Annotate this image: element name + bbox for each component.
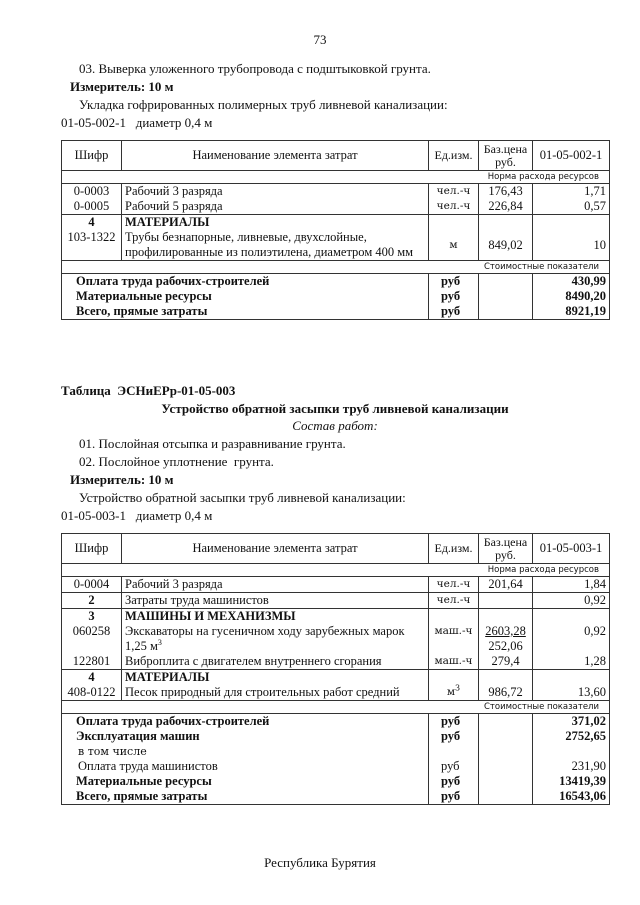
section-description: Укладка гофрированных полимерных труб ливневой канализации: [79,97,448,112]
subheader-norm: Норма расхода ресурсов [62,171,610,184]
summary-row: Оплата труда рабочих-строителей руб 430,99 [62,274,610,290]
section-title: Устройство обратной засыпки труб ливневой канализации [161,401,509,416]
summary-row: Оплата труда рабочих-строителей руб 371,02 [62,714,610,730]
header-unit: Ед.изм. [429,141,479,171]
table-group-row: 3 МАШИНЫ И МЕХАНИЗМЫ [62,609,610,625]
summary-row: Эксплуатация машин руб 2752,65 [62,729,610,744]
work-item: 02. Послойное уплотнение грунта. [79,454,274,469]
table-header [62,141,610,171]
subheader-cost: Стоимостные показатели [62,701,610,714]
header-price: Баз.цена руб. [479,141,533,171]
summary-row: в том числе [62,744,610,759]
summary-row: Всего, прямые затраты руб 8921,19 [62,304,610,320]
header-price: Баз.цена руб. [479,534,533,564]
meter-label: Измеритель: 10 м [70,472,174,487]
summary-row: Материальные ресурсы руб 13419,39 [62,774,610,789]
header-norm: 01-05-002-1 [533,141,610,171]
table-row: 0-0004 Рабочий 3 разряда чел.-ч 201,64 1,84 [62,577,610,593]
table-row: 2 Затраты труда машинистов чел.-ч 0,92 [62,593,610,609]
subheader-cost: Стоимостные показатели [62,261,610,274]
subheader-norm: Норма расхода ресурсов [62,564,610,577]
header-unit: Ед.изм. [429,534,479,564]
table-row: 122801 Виброплита с двигателем внутреннего сгорания маш.-ч 279,4 1,28 [62,654,610,670]
table-row: 0-0005 Рабочий 5 разряда чел.-ч 226,84 0,57 [62,199,610,215]
summary-row: Всего, прямые затраты руб 16543,06 [62,789,610,805]
section-description: Устройство обратной засыпки труб ливневой канализации: [79,490,406,505]
header-name: Наименование элемента затрат [122,141,429,171]
header-code: Шифр [62,534,122,564]
estimate-table-2 [61,533,610,805]
norm-code-line: 01-05-002-1 диаметр 0,4 м [61,115,213,130]
table-row: 103-1322 Трубы безнапорные, ливневые, двухслойные, профилированные из полиэтилена, диаметром 400 мм м 849,02 10 [62,230,610,261]
work-item: 03. Выверка уложенного трубопровода с подштыковкой грунта. [79,61,431,76]
summary-row: Материальные ресурсы руб 8490,20 [62,289,610,304]
header-norm: 01-05-003-1 [533,534,610,564]
table-row: 0-0003 Рабочий 3 разряда чел.-ч 176,43 1,71 [62,184,610,200]
page-number: 73 [313,32,327,47]
table-group-row: 4 МАТЕРИАЛЫ [62,215,610,231]
table-row: 060258 Экскаваторы на гусеничном ходу зарубежных марок 1,25 $м^3$ маш.-ч 2603,28 252,06 0,92 [62,624,610,654]
summary-row: Оплата труда машинистов руб 231,90 [62,759,610,774]
table-group-row: 4 МАТЕРИАЛЫ [62,670,610,686]
meter-label: Измеритель: 10 м [70,79,174,94]
header-name: Наименование элемента затрат [122,534,429,564]
table-header [62,534,610,564]
estimate-table-1 [61,140,610,320]
composition-label: Состав работ: [292,418,378,433]
norm-code-line: 01-05-003-1 диаметр 0,4 м [61,508,213,523]
header-code: Шифр [62,141,122,171]
footer-region: Республика Бурятия [264,855,376,870]
table-row: 408-0122 Песок природный для строительных работ средний $м^3$ 986,72 13,60 [62,685,610,701]
work-item: 01. Послойная отсыпка и разравнивание грунта. [79,436,346,451]
table-id: Таблица ЭСНиЕРр-01-05-003 [61,383,236,398]
